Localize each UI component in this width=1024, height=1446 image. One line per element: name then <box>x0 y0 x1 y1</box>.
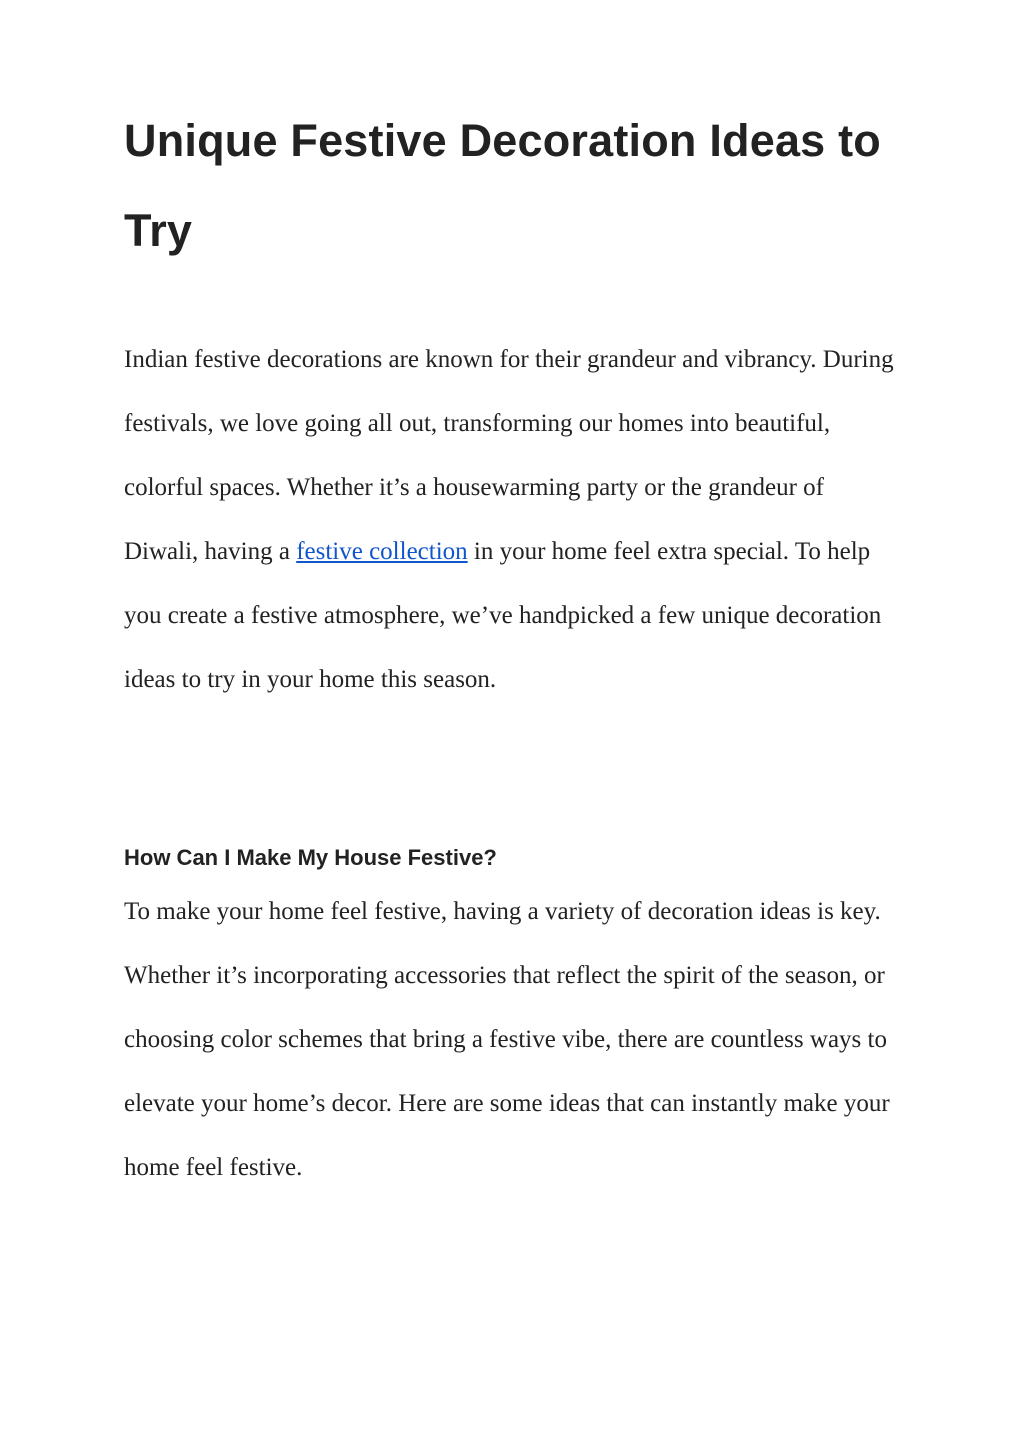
intro-text-after-link: in your home feel extra special. To help you create a festive atmosphere, we’ve handpicked a few unique decoration ideas to try in your home this season. <box>124 538 882 693</box>
intro-text-before-link: Indian festive decorations are known for their grandeur and vibrancy. During festivals, we love going all out, transforming our homes into beautiful, colorful spaces. Whether it’s a housewarming party or the grandeur of Diwali, having a <box>124 346 894 565</box>
section-paragraph: To make your home feel festive, having a variety of decoration ideas is key. Whether it’s incorporating accessories that reflect the spirit of the season, or choosing color schemes that bring a festive vibe, there are countless ways to elevate your home’s decor. Here are some ideas that can instantly make your home feel festive. <box>124 898 890 1181</box>
festive-collection-link[interactable]: festive collection <box>296 538 468 565</box>
article-title: Unique Festive Decoration Ideas to Try <box>124 115 881 256</box>
intro-paragraph <box>124 328 904 712</box>
section-heading: How Can I Make My House Festive? <box>124 845 497 870</box>
